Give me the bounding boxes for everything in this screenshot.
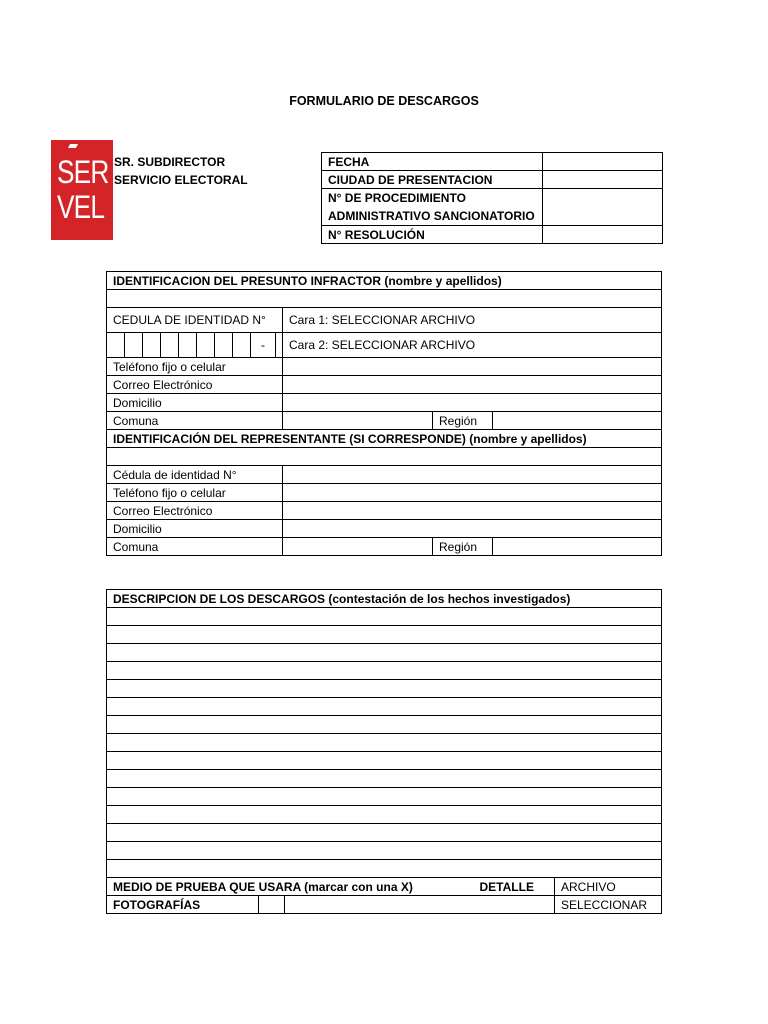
- descargos-line[interactable]: [107, 608, 662, 626]
- logo-accent: [68, 144, 78, 148]
- cedula-digit-box[interactable]: [107, 333, 125, 357]
- ciudad-label: CIUDAD DE PRESENTACION: [322, 171, 543, 189]
- procedimiento-label-line-1: N° DE PROCEDIMIENTO: [328, 191, 466, 205]
- rep-cedula-field[interactable]: [283, 466, 662, 484]
- descargos-line[interactable]: [107, 752, 662, 770]
- representante-heading: IDENTIFICACIÓN DEL REPRESENTANTE (SI CORRESPONDE) (nombre y apellidos): [107, 430, 662, 448]
- cedula-dash: -: [251, 333, 276, 357]
- comuna-label: Comuna: [107, 412, 283, 430]
- logo-line-2: VEL: [57, 189, 105, 225]
- fotografias-seleccionar[interactable]: SELECCIONAR: [555, 896, 662, 914]
- infractor-section: [106, 271, 662, 556]
- descargos-line[interactable]: [107, 626, 662, 644]
- cedula-digit-box[interactable]: [233, 333, 251, 357]
- descargos-line[interactable]: [107, 770, 662, 788]
- resolucion-label: N° RESOLUCIÓN: [322, 226, 543, 244]
- medio-prueba-label: MEDIO DE PRUEBA QUE USARA (marcar con una X): [113, 879, 413, 894]
- rep-comuna-field[interactable]: [283, 538, 433, 556]
- page-title: FORMULARIO DE DESCARGOS: [289, 94, 479, 108]
- fecha-label: FECHA: [322, 153, 543, 171]
- descargos-line[interactable]: [107, 806, 662, 824]
- rep-region-field[interactable]: [493, 538, 662, 556]
- domicilio-label: Domicilio: [107, 394, 283, 412]
- descargos-line[interactable]: [107, 662, 662, 680]
- region-field[interactable]: [493, 412, 662, 430]
- cedula-digit-box[interactable]: [215, 333, 233, 357]
- descargos-line[interactable]: [107, 860, 662, 878]
- logo-line-1: SER: [57, 154, 109, 190]
- addressee-line-2: SERVICIO ELECTORAL: [114, 173, 248, 187]
- rep-domicilio-label: Domicilio: [107, 520, 283, 538]
- cedula-digit-box[interactable]: [197, 333, 215, 357]
- cara2-upload[interactable]: Cara 2: SELECCIONAR ARCHIVO: [283, 333, 662, 358]
- descargos-line[interactable]: [107, 824, 662, 842]
- ciudad-field[interactable]: [543, 171, 663, 189]
- infractor-name-field[interactable]: [107, 290, 662, 308]
- descargos-line[interactable]: [107, 788, 662, 806]
- descargos-line[interactable]: [107, 842, 662, 860]
- cara1-upload[interactable]: Cara 1: SELECCIONAR ARCHIVO: [283, 308, 662, 333]
- rep-comuna-label: Comuna: [107, 538, 283, 556]
- correo-label: Correo Electrónico: [107, 376, 283, 394]
- addressee-line-1: SR. SUBDIRECTOR: [114, 155, 226, 169]
- rep-correo-label: Correo Electrónico: [107, 502, 283, 520]
- comuna-field[interactable]: [283, 412, 433, 430]
- archivo-label: ARCHIVO: [555, 878, 662, 896]
- region-label: Región: [433, 412, 493, 430]
- infractor-heading: IDENTIFICACION DEL PRESUNTO INFRACTOR (nombre y apellidos): [107, 272, 662, 290]
- addressee: [114, 153, 248, 189]
- descargos-line[interactable]: [107, 644, 662, 662]
- descargos-line[interactable]: [107, 698, 662, 716]
- detalle-label: DETALLE: [479, 879, 534, 894]
- descargos-line[interactable]: [107, 680, 662, 698]
- servel-logo: [51, 140, 113, 240]
- descargos-section: [106, 589, 662, 914]
- domicilio-field[interactable]: [283, 394, 662, 412]
- cedula-digit-box[interactable]: [161, 333, 179, 357]
- telefono-label: Teléfono fijo o celular: [107, 358, 283, 376]
- procedimiento-label: [322, 189, 543, 226]
- correo-field[interactable]: [283, 376, 662, 394]
- rep-region-label: Región: [433, 538, 493, 556]
- header-box: [321, 152, 663, 244]
- fotografias-label: FOTOGRAFÍAS: [107, 896, 259, 914]
- medio-prueba-header: [107, 878, 555, 896]
- cedula-digit-box[interactable]: [179, 333, 197, 357]
- cedula-digit-box[interactable]: [125, 333, 143, 357]
- descargos-line[interactable]: [107, 716, 662, 734]
- resolucion-field[interactable]: [543, 226, 663, 244]
- procedimiento-label-line-2: ADMINISTRATIVO SANCIONATORIO: [328, 209, 535, 223]
- cedula-digits: [107, 333, 283, 358]
- fotografias-detalle[interactable]: [285, 896, 555, 914]
- cedula-verifier-box[interactable]: [276, 333, 282, 357]
- fotografias-check[interactable]: [259, 896, 285, 914]
- rep-cedula-label: Cédula de identidad N°: [107, 466, 283, 484]
- rep-domicilio-field[interactable]: [283, 520, 662, 538]
- descargos-heading: DESCRIPCION DE LOS DESCARGOS (contestación de los hechos investigados): [107, 590, 662, 608]
- procedimiento-field[interactable]: [543, 189, 663, 226]
- fecha-field[interactable]: [543, 153, 663, 171]
- cedula-digit-box[interactable]: [143, 333, 161, 357]
- rep-telefono-field[interactable]: [283, 484, 662, 502]
- rep-correo-field[interactable]: [283, 502, 662, 520]
- descargos-line[interactable]: [107, 734, 662, 752]
- telefono-field[interactable]: [283, 358, 662, 376]
- representante-name-field[interactable]: [107, 448, 662, 466]
- rep-telefono-label: Teléfono fijo o celular: [107, 484, 283, 502]
- cedula-label: CEDULA DE IDENTIDAD N°: [107, 308, 283, 333]
